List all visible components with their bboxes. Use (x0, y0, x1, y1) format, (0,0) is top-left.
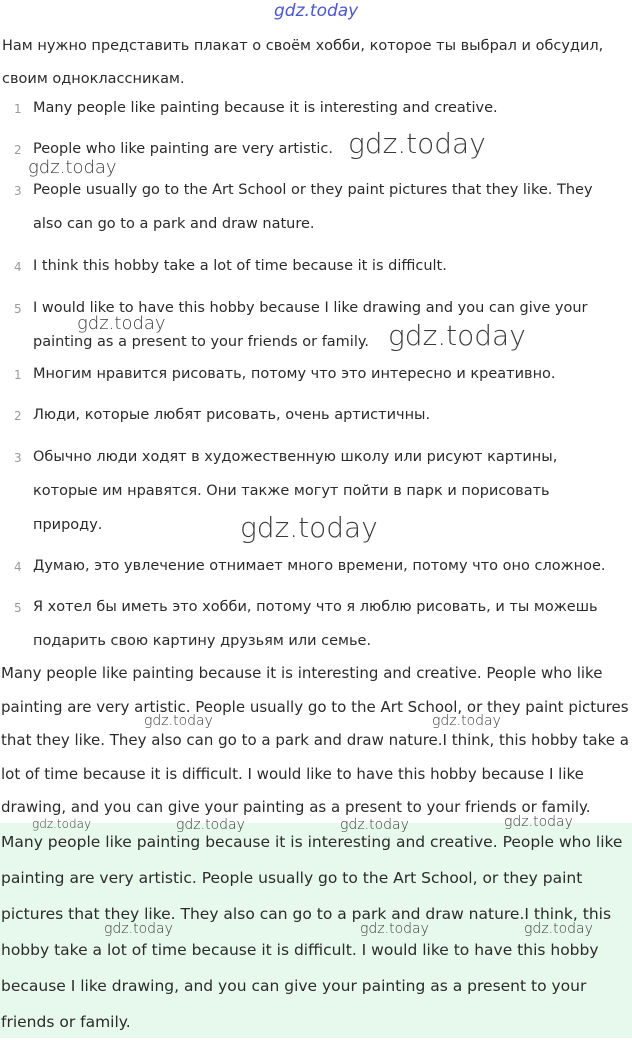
item-number: 3 (14, 184, 22, 198)
item-number: 2 (14, 409, 22, 423)
item-number: 1 (14, 102, 22, 116)
item-number: 4 (14, 260, 22, 274)
watermark-top: gdz.today (274, 1, 359, 21)
item-text: Я хотел бы иметь это хобби, потому что я люблю рисовать, и ты можешь подарить свою картину друзьям или семье. (33, 599, 598, 649)
watermark: gdz.today (360, 921, 429, 937)
watermark: gdz.today (77, 313, 166, 334)
item-text: I think this hobby take a lot of time because it is difficult. (33, 258, 447, 274)
item-number: 1 (14, 368, 22, 382)
watermark: gdz.today (388, 319, 526, 352)
item-text: Люди, которые любят рисовать, очень артистичны. (33, 407, 431, 423)
intro-text: Нам нужно представить плакат о своём хобби, которое ты выбрал и обсудил, своим одноклассникам. (2, 38, 604, 87)
answer-paragraph: Many people like painting because it is interesting and creative. People who like painting are very artistic. People usually go to the Art School, or they paint pictures that they like. They also can go to a park and draw nature.I think, this hobby take a lot of time because it is difficult. I would like to have this hobby because I like drawing, and you can give your painting as a present to your friends or family. (1, 664, 629, 816)
item-number: 4 (14, 560, 22, 574)
item-number: 3 (14, 451, 22, 465)
watermark: gdz.today (104, 921, 173, 937)
watermark: gdz.today (32, 817, 92, 831)
watermark: gdz.today (432, 713, 501, 729)
answer-paragraph-highlighted: Many people like painting because it is interesting and creative. People who like painting are very artistic. People usually go to the Art School, or they paint pictures that they like. They also can go to a park and draw nature.I think, this hobby take a lot of time because it is difficult. I would like to have this hobby because I like drawing, and you can give your painting as a present to your friends or family. (0, 823, 632, 1038)
item-text: Думаю, это увлечение отнимает много времени, потому что оно сложное. (33, 558, 606, 574)
watermark: gdz.today (340, 817, 409, 833)
item-number: 5 (14, 601, 22, 615)
watermark: gdz.today (524, 921, 593, 937)
item-text: I would like to have this hobby because I like drawing and you can give your painting as a present to your friends or family. (33, 300, 588, 350)
item-number: 2 (14, 143, 22, 157)
watermark: gdz.today (144, 713, 213, 729)
item-text: People who like painting are very artistic. (33, 141, 333, 157)
watermark: gdz.today (176, 817, 245, 833)
watermark: gdz.today (28, 157, 117, 178)
item-text: Many people like painting because it is interesting and creative. (33, 100, 498, 116)
item-number: 5 (14, 302, 22, 316)
item-text: People usually go to the Art School or they paint pictures that they like. They also can go to a park and draw nature. (33, 182, 593, 232)
watermark: gdz.today (240, 511, 378, 544)
item-text: Обычно люди ходят в художественную школу или рисуют картины, которые им нравятся. Они также могут пойти в парк и порисовать природу. (33, 449, 558, 533)
item-text: Многим нравится рисовать, потому что это интересно и креативно. (33, 366, 556, 382)
watermark: gdz.today (504, 814, 573, 830)
watermark: gdz.today (348, 127, 486, 160)
